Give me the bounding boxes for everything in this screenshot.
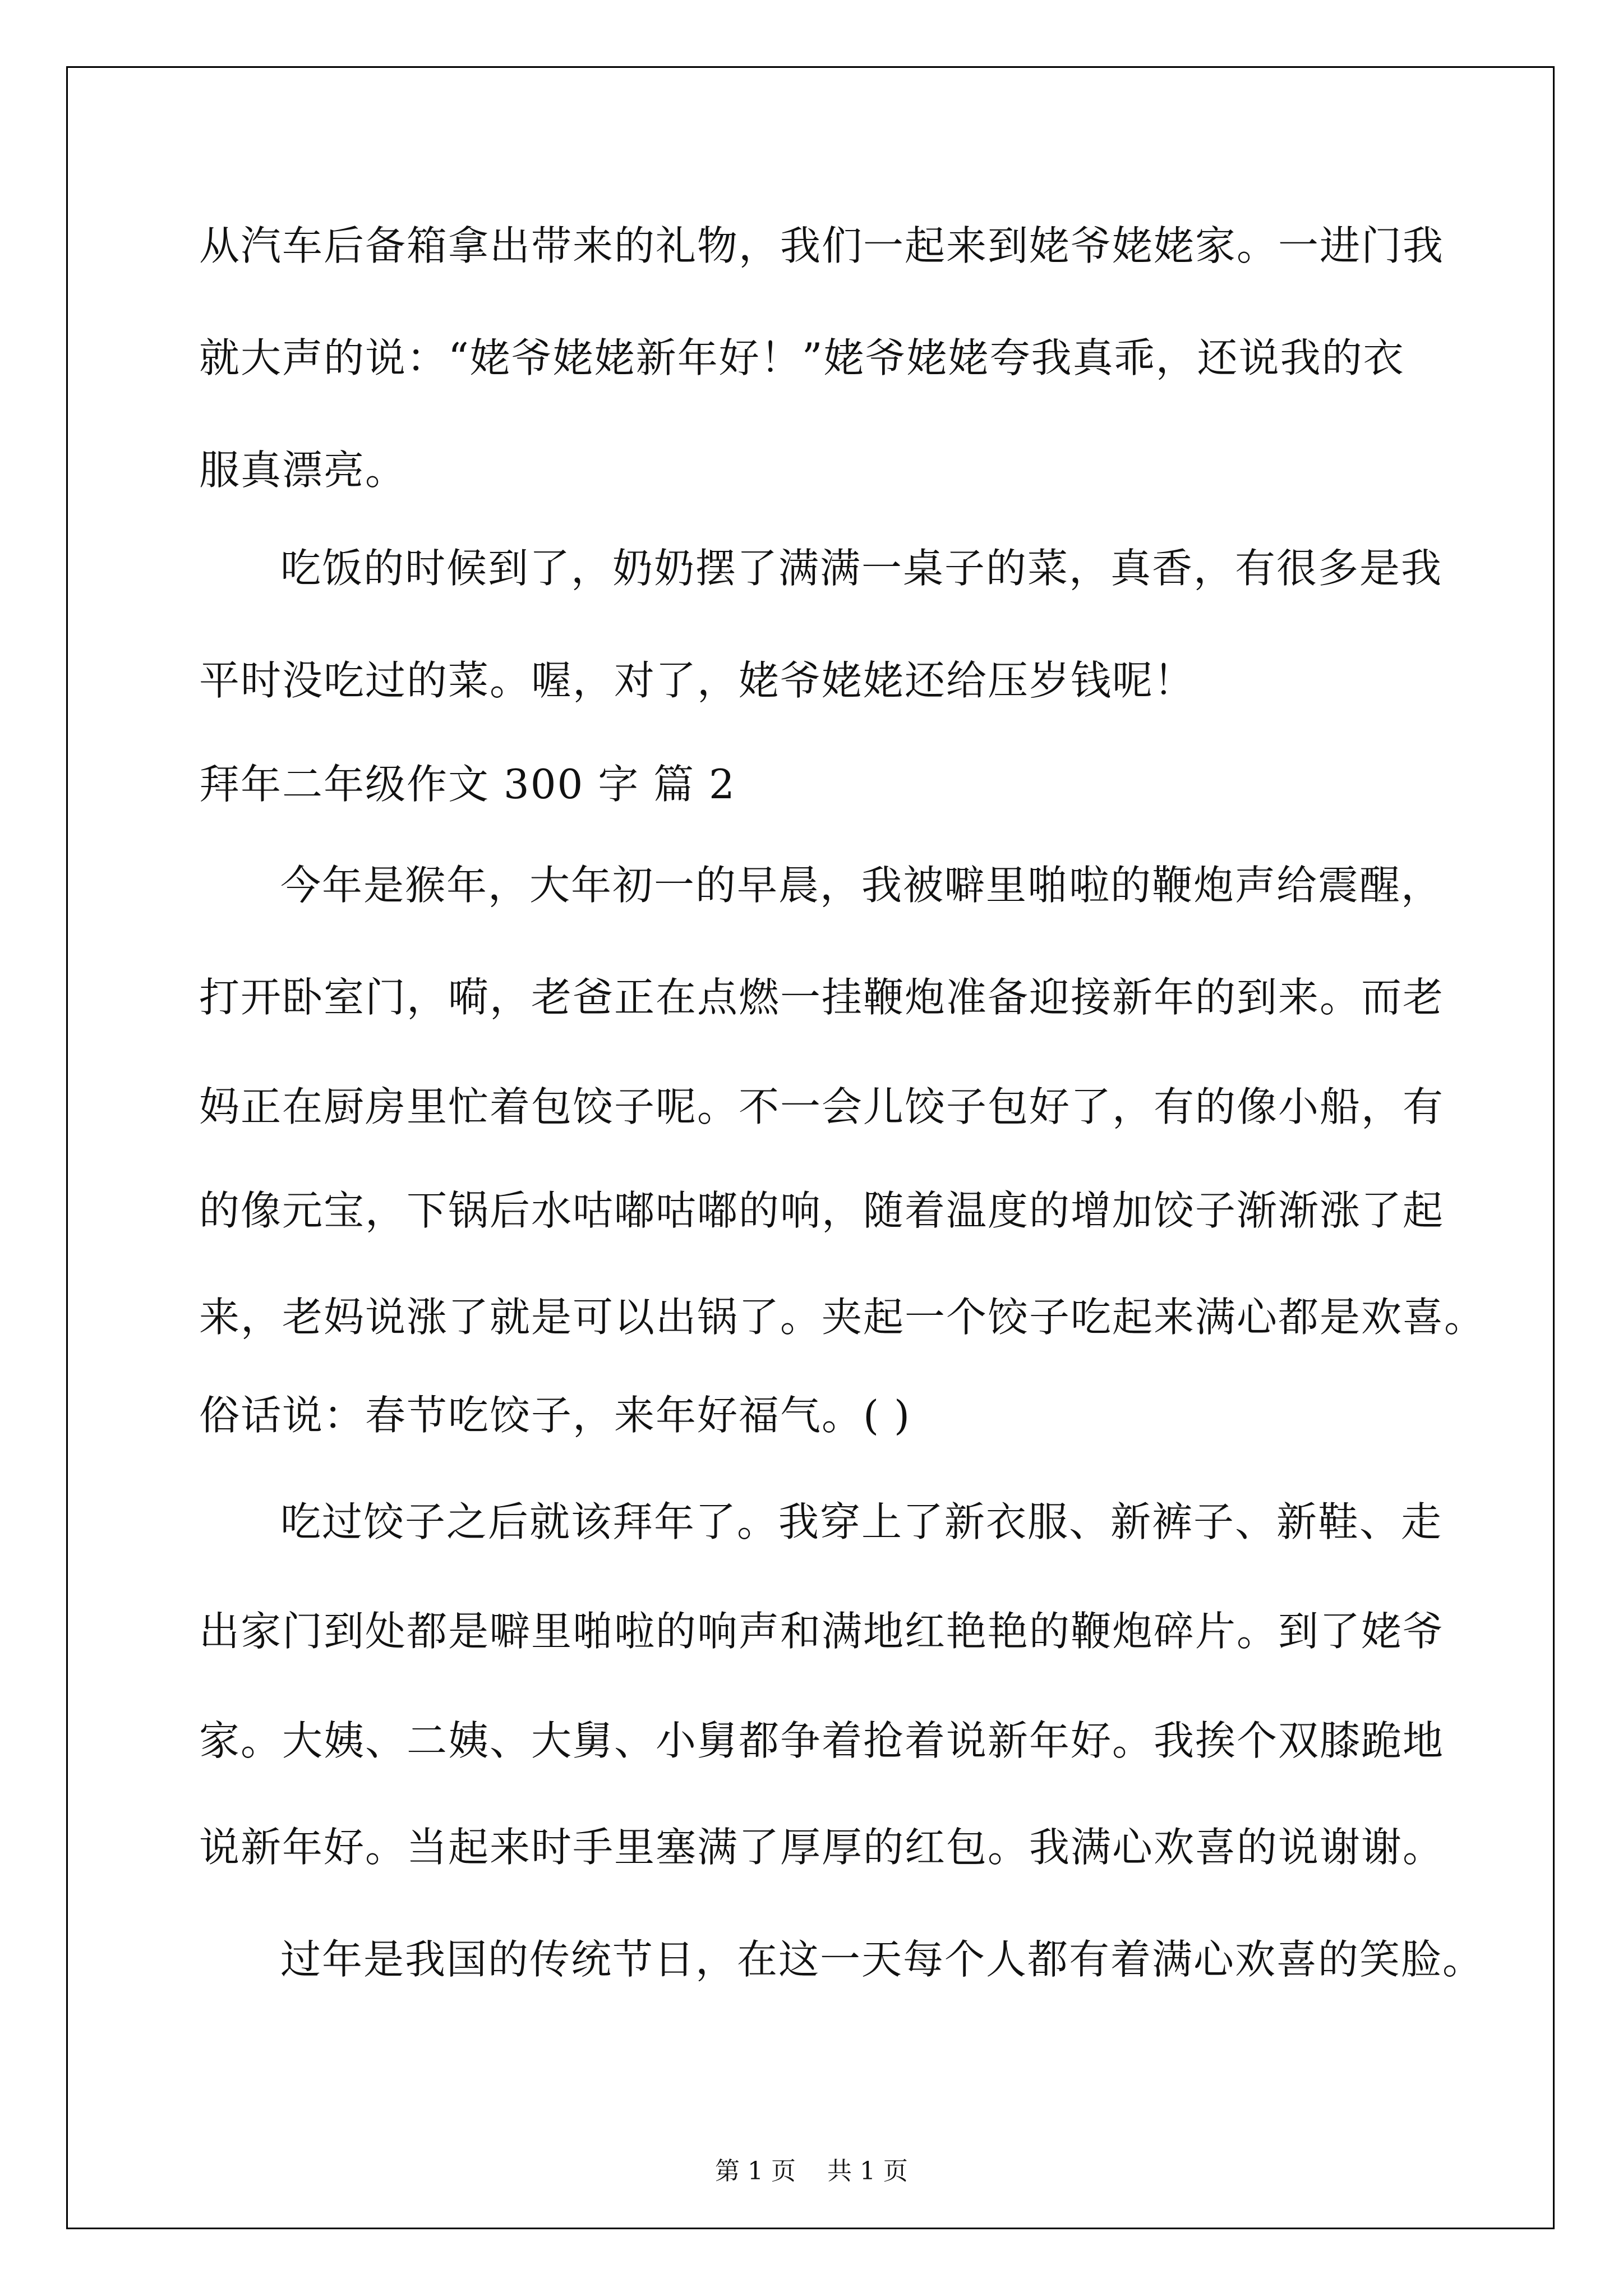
paragraph-line: 平时没吃过的菜。喔，对了，姥爷姥姥还给压岁钱呢！ xyxy=(199,657,1196,704)
paragraph-line: 妈正在厨房里忙着包饺子呢。不一会儿饺子包好了，有的像小船，有 xyxy=(199,1083,1445,1130)
paragraph-line: 从汽车后备箱拿出带来的礼物，我们一起来到姥爷姥姥家。一进门我 xyxy=(199,222,1445,269)
paragraph-line: 来，老妈说涨了就是可以出锅了。夹起一个饺子吃起来满心都是欢喜。 xyxy=(199,1294,1486,1341)
paragraph-line: 说新年好。当起来时手里塞满了厚厚的红包。我满心欢喜的说谢谢。 xyxy=(199,1824,1445,1871)
paragraph-line: 家。大姨、二姨、大舅、小舅都争着抢着说新年好。我挨个双膝跪地 xyxy=(199,1717,1445,1764)
paragraph-line: 吃过饺子之后就该拜年了。我穿上了新衣服、新裤子、新鞋、走 xyxy=(280,1498,1443,1545)
paragraph-line: 打开卧室门，嗬，老爸正在点燃一挂鞭炮准备迎接新年的到来。而老 xyxy=(199,974,1445,1021)
paragraph-line: 服真漂亮。 xyxy=(199,447,407,494)
paragraph-line: 的像元宝，下锅后水咕嘟咕嘟的响，随着温度的增加饺子渐渐涨了起 xyxy=(199,1187,1445,1234)
paragraph-line: 俗话说：春节吃饺子，来年好福气。( ) xyxy=(199,1392,911,1439)
paragraph-line: 出家门到处都是噼里啪啦的响声和满地红艳艳的鞭炮碎片。到了姥爷 xyxy=(199,1608,1445,1655)
paragraph-line: 吃饭的时候到了，奶奶摆了满满一桌子的菜，真香，有很多是我 xyxy=(280,545,1443,592)
paragraph-line: 今年是猴年，大年初一的早晨，我被噼里啪啦的鞭炮声给震醒， xyxy=(280,862,1443,909)
page-border xyxy=(66,66,1555,2229)
paragraph-line: 就大声的说：“姥爷姥姥新年好！”姥爷姥姥夸我真乖，还说我的衣 xyxy=(199,334,1405,381)
section-heading: 拜年二年级作文 300 字 篇 2 xyxy=(199,761,736,808)
page-number-label: 第 1 页 共 1 页 xyxy=(715,2157,908,2185)
paragraph-line: 过年是我国的传统节日，在这一天每个人都有着满心欢喜的笑脸。 xyxy=(280,1936,1484,1983)
page-footer xyxy=(0,2156,1623,2187)
